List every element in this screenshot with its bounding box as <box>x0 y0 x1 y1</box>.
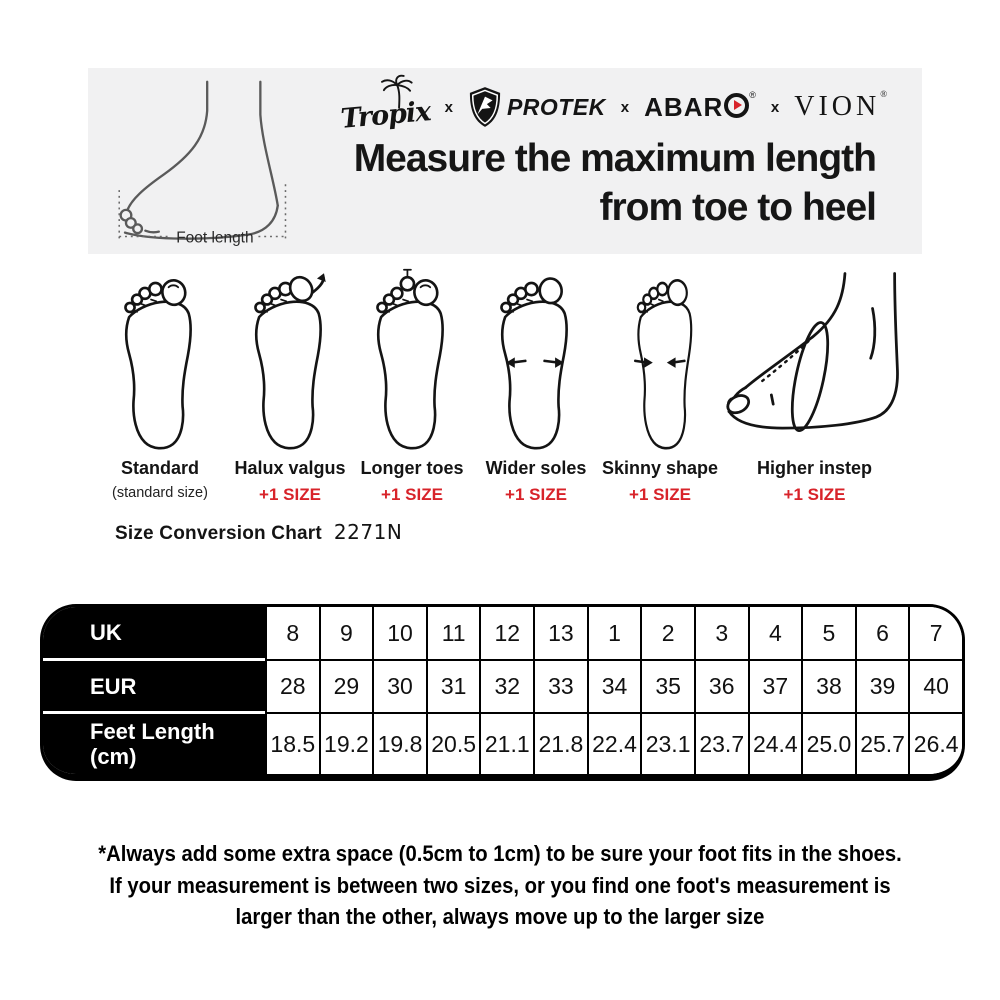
row-header-eur <box>43 661 265 714</box>
palm-tree-icon <box>375 73 420 111</box>
table-cell: 35 <box>640 661 694 714</box>
headline-line1: Measure the maximum length <box>353 137 876 180</box>
brand-protek-text: PROTEK <box>506 93 606 120</box>
table-cell: 12 <box>479 607 533 661</box>
table-cell: 6 <box>855 607 909 661</box>
table-cell: 32 <box>479 661 533 714</box>
table-cell: 40 <box>908 661 962 714</box>
table-cell: 22.4 <box>587 714 641 774</box>
row-header-label: UK <box>90 620 122 645</box>
foot-length-diagram <box>108 76 346 250</box>
header-panel <box>88 68 922 254</box>
foot-type-label: Longer toes <box>360 458 464 478</box>
foot-sole-wider-soles-icon <box>492 268 580 452</box>
foot-type-note: +1 SIZE <box>381 485 443 504</box>
footnote-line1: *Always add some extra space (0.5cm to 1cm) to be sure your foot fits in the shoes. <box>98 841 902 866</box>
table-cell: 8 <box>265 607 319 661</box>
table-cell: 23.7 <box>694 714 748 774</box>
model-number: 2271N <box>333 520 403 544</box>
table-cell: 26.4 <box>908 714 962 774</box>
table-cell: 21.8 <box>533 714 587 774</box>
table-cell: 5 <box>801 607 855 661</box>
brand-logo-tropix <box>338 80 431 135</box>
table-cell: 29 <box>319 661 373 714</box>
table-cell: 18.5 <box>265 714 319 774</box>
foot-type-label: Halux valgus <box>234 458 346 478</box>
foot-type-wider-soles <box>471 268 601 505</box>
foot-type-note: +1 SIZE <box>629 485 691 504</box>
brand-logo-protek <box>468 86 606 128</box>
foot-type-label: Wider soles <box>485 458 587 478</box>
foot-type-note: +1 SIZE <box>505 485 567 504</box>
table-cell: 13 <box>533 607 587 661</box>
table-cell: 9 <box>319 607 373 661</box>
foot-sole-skinny-shape-icon <box>616 268 704 452</box>
brand-separator: x <box>620 98 630 116</box>
brand-tropix-text: Tropix <box>339 95 432 135</box>
size-conversion-table <box>40 604 965 781</box>
foot-length-label: Foot length <box>176 229 254 247</box>
table-cell: 25.7 <box>855 714 909 774</box>
foot-sole-standard-icon <box>116 268 204 452</box>
brand-separator: x <box>770 98 780 116</box>
brand-vion-text: VION <box>794 91 881 122</box>
table-cell: 19.2 <box>319 714 373 774</box>
row-header-label-unit: (cm) <box>90 744 137 769</box>
abaro-o-icon <box>724 93 749 118</box>
table-cell: 37 <box>748 661 802 714</box>
table-cell: 1 <box>587 607 641 661</box>
registered-mark: ® <box>880 89 888 99</box>
registered-mark: ® <box>749 89 756 100</box>
table-cell: 38 <box>801 661 855 714</box>
foot-type-skinny-shape <box>597 268 723 505</box>
table-cell: 23.1 <box>640 714 694 774</box>
row-header-label: EUR <box>90 673 137 699</box>
table-cell: 11 <box>426 607 480 661</box>
table-cell: 25.0 <box>801 714 855 774</box>
table-cell: 7 <box>908 607 962 661</box>
foot-type-longer-toes <box>347 268 477 505</box>
table-cell: 24.4 <box>748 714 802 774</box>
foot-type-note: +1 SIZE <box>783 485 846 504</box>
table-cell: 3 <box>694 607 748 661</box>
row-header-label: Feet Length <box>90 719 215 744</box>
chart-title <box>115 520 402 545</box>
chart-title-text: Size Conversion Chart <box>115 523 322 544</box>
foot-type-label: Higher instep <box>756 458 872 478</box>
table-cell: 39 <box>855 661 909 714</box>
table-cell: 34 <box>587 661 641 714</box>
table-cell: 20.5 <box>426 714 480 774</box>
foot-type-higher-instep <box>712 268 917 505</box>
table-cell: 19.8 <box>372 714 426 774</box>
foot-sole-halux-valgus-icon <box>246 268 334 452</box>
foot-type-note: +1 SIZE <box>259 485 321 504</box>
headline <box>354 134 876 232</box>
brand-abaro-text: ABAR <box>644 91 724 122</box>
table-cell: 31 <box>426 661 480 714</box>
table-cell: 28 <box>265 661 319 714</box>
foot-type-halux-valgus <box>225 268 355 505</box>
foot-type-standard <box>95 268 225 501</box>
table-cell: 36 <box>694 661 748 714</box>
table-cell: 10 <box>372 607 426 661</box>
row-header-uk <box>43 607 265 661</box>
foot-instep-side-icon <box>718 268 911 452</box>
foot-type-label: Skinny shape <box>601 458 719 478</box>
headline-line2: from toe to heel <box>599 186 876 229</box>
footnote-line3: larger than the other, always move up to the larger size <box>235 904 765 929</box>
brand-logos-row <box>340 74 940 140</box>
brand-logo-vion <box>794 91 887 123</box>
foot-sole-longer-toes-icon <box>368 268 456 452</box>
table-cell: 2 <box>640 607 694 661</box>
brand-logo-abaro <box>644 89 756 123</box>
foot-type-note: (standard size) <box>112 485 208 501</box>
brand-separator: x <box>444 98 453 116</box>
table-cell: 21.1 <box>479 714 533 774</box>
row-header-feet-length <box>43 714 265 774</box>
table-cell: 30 <box>372 661 426 714</box>
footnote-line2: If your measurement is between two sizes, or you find one foot's measurement is <box>109 872 891 898</box>
protek-shield-icon <box>468 86 502 128</box>
table-cell: 33 <box>533 661 587 714</box>
footnote <box>50 838 950 933</box>
table-cell: 4 <box>748 607 802 661</box>
foot-type-label: Standard <box>120 458 199 478</box>
